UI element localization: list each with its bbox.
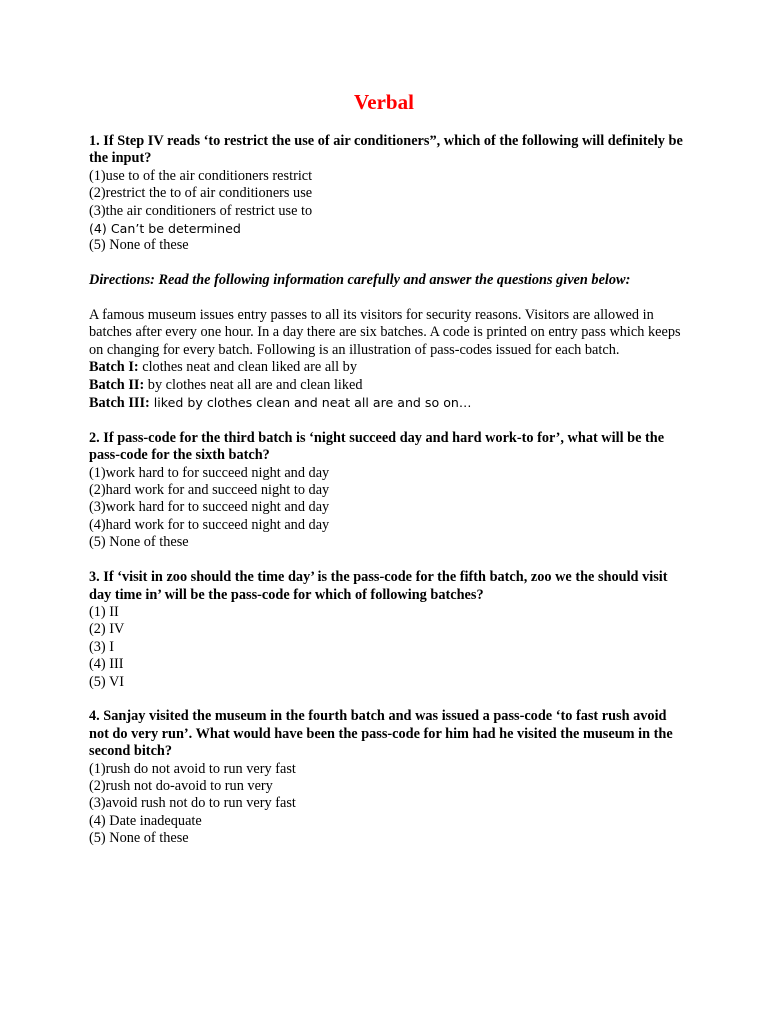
batch-1-line <box>89 359 689 376</box>
directions-text: Directions: Read the following information carefully and answer the questions given below: <box>89 272 631 289</box>
batch-1-code: clothes neat and clean liked are all by <box>138 359 357 376</box>
passage-text: A famous museum issues entry passes to all its visitors for security reasons. Visitors are allowed in batches after every one hour. In a day there are six batches. A code is printed on entry pass which keeps on changing for every batch. Following is an illustration of pass-codes issued for each batch. <box>89 307 681 358</box>
question-1 <box>89 133 689 255</box>
question-1-option-4: (4) Can’t be determined <box>89 221 241 237</box>
question-1-option-2: (2)restrict the to of air conditioners use <box>89 185 313 202</box>
question-3-option-2: (2) IV <box>89 621 125 638</box>
question-4-option-5: (5) None of these <box>89 830 189 847</box>
question-1-text: 1. If Step IV reads ‘to restrict the use of air conditioners”, which of the following will definitely be the input? <box>89 133 683 167</box>
question-4 <box>89 708 689 847</box>
question-3-text: 3. If ‘visit in zoo should the time day’ is the pass-code for the fifth batch, zoo we the should visit day time in’ will be the pass-code for which of following batches? <box>89 569 668 603</box>
batch-3-code: liked by clothes clean and neat all are and so on… <box>149 395 472 411</box>
document-content <box>89 133 689 848</box>
question-4-option-2: (2)rush not do-avoid to run very <box>89 777 273 794</box>
question-2 <box>89 430 689 552</box>
spacer <box>89 552 689 569</box>
question-3-option-1: (1) II <box>89 603 119 620</box>
question-3-option-4: (4) III <box>89 656 124 673</box>
question-4-text: 4. Sanjay visited the museum in the fourth batch and was issued a pass-code ‘to fast rush avoid not do very run’. What would have been the pass-code for him had he visited the museum in the second bitch? <box>89 708 673 760</box>
batch-2-code: by clothes neat all are and clean liked <box>144 376 363 393</box>
question-2-option-3: (3)work hard for to succeed night and day <box>89 499 330 516</box>
spacer <box>89 691 689 708</box>
spacer <box>89 412 689 429</box>
question-1-option-3: (3)the air conditioners of restrict use to <box>89 202 313 219</box>
batch-1-label: Batch I: <box>89 359 139 376</box>
page-title: Verbal <box>354 90 414 114</box>
question-2-option-1: (1)work hard to for succeed night and day <box>89 464 330 481</box>
question-3 <box>89 569 689 691</box>
batch-3-label: Batch III: <box>89 395 150 412</box>
question-2-option-2: (2)hard work for and succeed night to day <box>89 482 330 499</box>
question-3-option-3: (3) I <box>89 638 115 655</box>
question-4-option-4: (4) Date inadequate <box>89 812 202 829</box>
question-1-option-5: (5) None of these <box>89 237 189 254</box>
question-2-option-5: (5) None of these <box>89 534 189 551</box>
batch-2-label: Batch II: <box>89 376 145 393</box>
question-4-option-1: (1)rush do not avoid to run very fast <box>89 760 296 777</box>
question-2-text: 2. If pass-code for the third batch is ‘night succeed day and hard work-to for’, what will be the pass-code for the sixth batch? <box>89 429 665 464</box>
batch-2-line <box>89 377 689 394</box>
batch-3-line <box>89 394 689 412</box>
spacer <box>89 255 689 272</box>
question-4-option-3: (3)avoid rush not do to run very fast <box>89 795 296 812</box>
spacer <box>89 290 689 307</box>
question-1-option-1: (1)use to of the air conditioners restrict <box>89 167 313 184</box>
question-3-option-5: (5) VI <box>89 673 125 690</box>
question-2-option-4: (4)hard work for to succeed night and day <box>89 516 330 533</box>
